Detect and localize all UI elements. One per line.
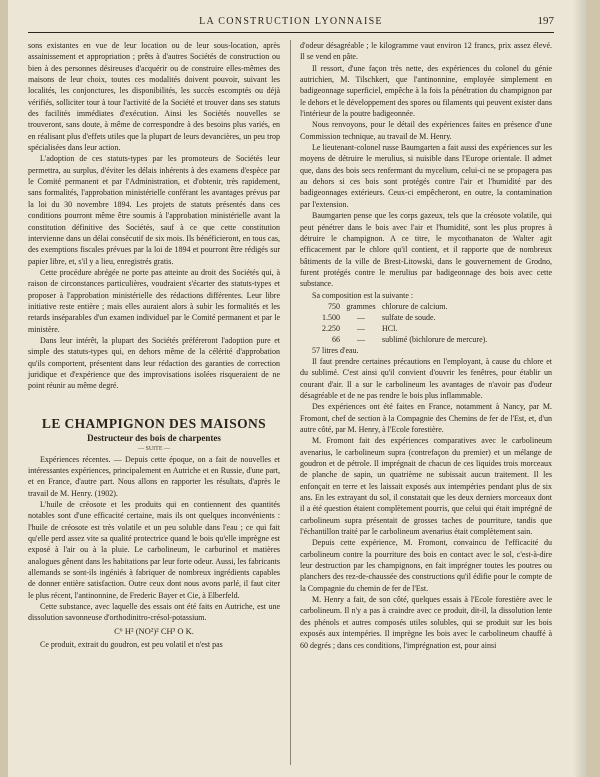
section-gap	[28, 392, 280, 414]
chemical-formula: C⁶ H² (NO²)² CH³ O K.	[114, 625, 194, 636]
composition-label: Sa composition est la suivante :	[312, 290, 414, 300]
paragraph: d'odeur désagréable ; le kilogramme vaut environ 12 francs, prix assez élevé. Il se vend en pâte.	[300, 41, 552, 62]
paragraph: Il ressort, d'une façon très nette, des expériences du colonel du génie autrichien, M. Tilschkert, que l'antinonnine, employée simplement en badigeonnage superficiel, empêche à la fois la pénétration du champignon par le dehors et le développement des spores ou filaments qui peuvent exister dans l'intérieur de la poutre badigeonnée.	[300, 63, 552, 119]
table-row	[312, 334, 492, 345]
paragraph: L'huile de créosote et les produits qui en contiennent des quantités notables sont d'une efficacité certaine, mais ils ont quelques inconvénients : l'huile de créosote est très volatile et un peu soluble dans l'eau ; ce qui fait qu'elle perd assez vite sa qualité protectrice quand le bois qu'elle imprègne est exposé à l'air ou à la pluie. Le carbolineum, le carburinol et matières analogues gênent dans les habitations par leur forte odeur. Aussi, les fabricants allemands se sont-ils ingéniés à fabriquer de nombreux ingrédients capables de donner entière satisfaction. Outre ceux dont nous avons parlé, il faut citer le plus récent, l'antinonnine, de Frederic Bayer et Cie, à Elberfeld.	[28, 500, 280, 600]
running-header	[28, 12, 554, 33]
page-edge-shadow	[572, 0, 586, 777]
paragraph: Le lieutenant-colonel russe Baumgarten a fait aussi des expériences sur les moyens de détruire le merulius, si nuisible dans l'Europe orientale. Il admet que, dans des bois secs renfermant du mycelium, celui-ci ne se propagera pas au dehors si ces bois sont protégés contre l'air et l'humidité par des badigeonnages extérieurs. Ceux-ci empêcheront, en outre, la contamination par l'extension.	[300, 143, 552, 209]
qty-cell: 750	[328, 301, 340, 311]
paragraph: Cette procédure abrégée ne porte pas atteinte au droit des Sociétés qui, à raison de circonstances particulières, voudraient s'écarter des statuts-types et proposer à l'approbation ministérielle des rédactions différentes. Leur libre initiative reste entière ; mais elles auraient alors à subir les formalités et les retards inséparables d'un examen individuel par le Comité permanent et par le ministère.	[28, 267, 280, 334]
unit-cell: grammes	[346, 301, 376, 311]
paragraph: Des expériences ont été faites en France, notamment à Nancy, par M. Fromont, chef de section à la Compagnie des Chemins de fer de l'Est, et, d'un autre côté, par M. Henry, à l'Ecole forestière.	[300, 402, 552, 434]
paragraph: Nous renvoyons, pour le détail des expériences faites en présence d'une Commission technique, au travail de M. Henry.	[300, 120, 552, 141]
paragraph: sons existantes en vue de leur location ou de leur sous-location, après assainissement et appropriation ; prêts à d'autres Sociétés de construction ou bien à des personnes désireuses d'acquérir ou de construire elles-mêmes des maisons de leur choix, toutes ces modalités doivent pouvoir, suivant les localités, les conjonctures, les disponibilités, les succès escomptés ou déjà vérifiés, solliciter tour à tour l'activité de la Société et trouver dans ses statuts des facilités immédiates d'exécution. Ainsi les Sociétés nouvelles se trouveront, sans doute, à même de correspondre à des besoins plus variés, en en réalisant plus d'effets utiles que la plupart de leurs devancières, un peu trop spécialisées dans leur action.	[28, 41, 280, 153]
right-column	[300, 40, 552, 651]
paragraph: Cette substance, avec laquelle des essais ont été faits en Autriche, est une dissolution savonneuse d'orthodinitro-crésol-potassium.	[28, 602, 280, 623]
qty-cell: 1.500	[322, 312, 340, 322]
paragraph: M. Fromont fait des expériences comparatives avec le carbolineum avenarius, le carbolineum supra (contrefaçon du premier) et un mélange de goudron et de pétrole. Il imprégnait de chacun de ces liquides trois morceaux de planche de sapin, un quatrième ne subissait aucun traitement. Il les enfonçait en terre et les laissait exposés aux intempéries pendant plus de six ans. En les extrayant du sol, il constatait que les deux derniers morceaux dont il a été question étaient complètement pourris, que celui qui était imprégné de carbolineum supra présentait de grosses taches de pourriture, tandis que l'échantillon traité par le carbolineum avenarius était complètement sain.	[300, 436, 552, 537]
article-subtitle: Destructeur des bois de charpentes	[87, 432, 221, 443]
table-row	[312, 312, 492, 323]
unit-cell: —	[357, 323, 365, 333]
column-divider	[290, 40, 291, 765]
paragraph: Depuis cette expérience, M. Fromont, convaincu de l'efficacité du carbolineum contre la pourriture des bois en contact avec le sol, c'est-à-dire leur destruction par les champignons, en fait imprégner toutes les poutres ou planchers des rez-de-chaussée des constructions qu'il édifie pour le compte de la Compagnie du chemin de fer de l'Est.	[300, 538, 552, 593]
paragraph: Dans leur intérêt, la plupart des Sociétés préféreront l'adoption pure et simple des statuts-types qui, en dehors même de la célérité d'approbation qu'ils comportent, présentent dans leur rédaction des garanties de correction juridique et d'expérience que des improvisations isolées risqueraient de ne point réunir au même degré.	[28, 335, 280, 391]
paragraph: Expériences récentes. — Depuis cette époque, on a fait de nouvelles et intéressantes expériences, principalement en Autriche et en Russie, d'une part, et en France, d'autre part. Nous allons en rapporter les résultats, d'après le travail de M. Henry. (1902).	[28, 454, 280, 498]
unit-cell: —	[357, 312, 365, 322]
journal-title: LA CONSTRUCTION LYONNAISE	[199, 16, 383, 27]
item-cell: HCl.	[382, 323, 398, 333]
unit-cell: —	[357, 334, 365, 344]
paragraph: L'adoption de ces statuts-types par les promoteurs de Sociétés leur permettra, au surplus, d'éviter les délais inhérents à des examens d'espèce par le Comité permanent et par l'Administration, et d'obtenir, très rapidement, sans formalités, l'approbation ministérielle conférant les avantages prévus par la loi du 30 novembre 1894. Les projets de statuts présentés dans ces conditions pourront même être soumis à l'approbation ministérielle avant la constitution définitive des Sociétés, sauf à ce que cette constitution intervienne dans un délai consécutif de six mois. Ils bénéficieront, en tous cas, des exemptions fiscales prévues par la loi de 1894 et pourront être rédigés sur papier libre, et, s'il y a lieu, enregistrés gratis.	[28, 154, 280, 266]
paragraph: Ce produit, extrait du goudron, est peu volatil et n'est pas	[40, 640, 223, 650]
qty-cell: 2.250	[322, 323, 340, 333]
qty-cell: 66	[332, 334, 340, 344]
composition-table	[312, 301, 492, 356]
article-continuation-mark: — SUITE —	[138, 445, 170, 452]
total-cell: 57 litres d'eau.	[312, 345, 359, 355]
paragraph: Baumgarten pense que les corps gazeux, tels que la créosote volatile, qui peut pénétrer dans le bois avec l'air et l'humidité, sont les plus propres à détruire le champignon. A ce titre, le mycothanaton de Walter agit efficacement par le chlore qu'il contient, et il rapporte que de nombreux bâtiments de la ville de Brest-Litowski, dans le gouvernement de Grodno, furent protégés contre le merulius par badigeonnage des bois avec cette substance.	[300, 211, 552, 289]
item-cell: sublimé (bichlorure de mercure).	[382, 334, 488, 344]
table-row	[312, 323, 492, 334]
page-number: 197	[537, 15, 554, 27]
journal-page	[8, 0, 586, 777]
item-cell: chlorure de calcium.	[382, 301, 448, 311]
table-row	[312, 345, 492, 356]
left-column	[28, 40, 280, 651]
paragraph: Il faut prendre certaines précautions en l'employant, à cause du chlore et du sublimé. C'est ainsi qu'il convient d'ouvrir les fenêtres, pour établir un courant d'air. Il a sur le carbolineum les avantages de n'avoir pas d'odeur désagréable et de ne pas rendre le bois plus inflammable.	[300, 356, 552, 400]
paragraph: M. Henry a fait, de son côté, quelques essais à l'Ecole forestière avec le carbolineum. Il n'y a pas à craindre avec ce produit, dit-il, la dissolution lente des phénols et autres composés utiles solubles, qui se produit sur les bois exposés aux intempéries. Il imprègne les bois avec le carbolineum chauffé à 60 degrés ; dans ces conditions, l'imprégnation est, pour ainsi	[300, 595, 552, 650]
table-row	[312, 301, 492, 312]
item-cell: sulfate de soude.	[382, 312, 436, 322]
article-title: LE CHAMPIGNON DES MAISONS	[41, 415, 267, 431]
